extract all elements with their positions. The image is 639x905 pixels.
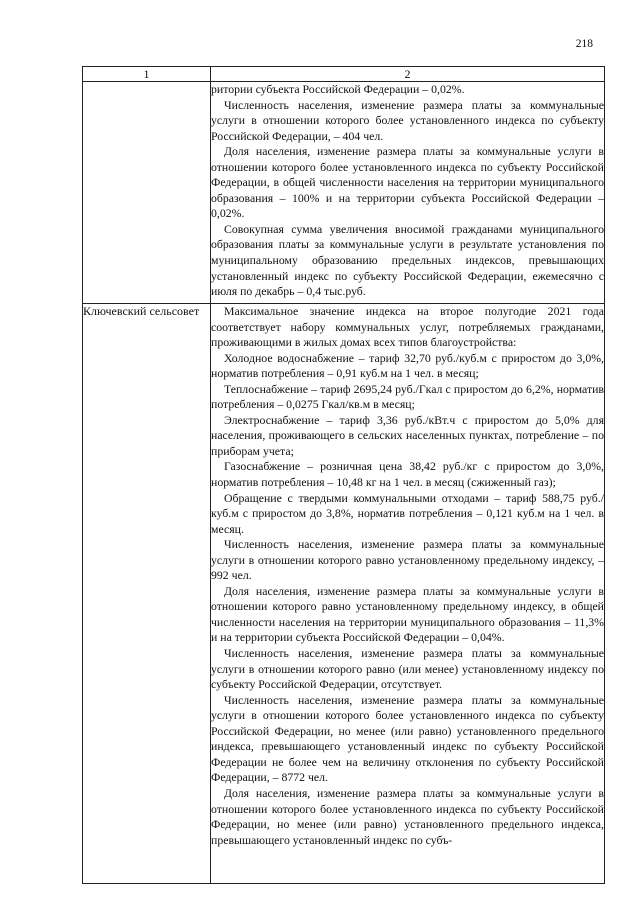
description-cell xyxy=(211,304,605,884)
document-table xyxy=(82,66,605,884)
paragraph: Обращение с твердыми коммунальными отходами – тариф 588,75 руб./куб.м с приростом до 3,8%, норматив потребления – 0,121 куб.м на 1 чел. в месяц. xyxy=(211,490,604,536)
paragraph: Теплоснабжение – тариф 2695,24 руб./Гкал с приростом до 6,2%, норматив потребления – 0,0275 Гкал/кв.м в месяц; xyxy=(211,381,604,412)
paragraph: Холодное водоснабжение – тариф 32,70 руб./куб.м с приростом до 3,0%, норматив потребления – 0,91 куб.м на 1 чел. в месяц; xyxy=(211,350,604,381)
paragraph: Численность населения, изменение размера платы за коммунальные услуги в отношении которого более установленного индекса по субъекту Российской Федерации, но менее (или равно) установленного предельного индекса, превышающего установленный индекс по субъекту Российской Федерации не более чем на величину отклонения по субъекту Российской Федерации, – 8772 чел. xyxy=(211,692,604,785)
table-row xyxy=(83,82,605,304)
page-number: 218 xyxy=(575,38,593,50)
paragraph: Численность населения, изменение размера платы за коммунальные услуги в отношении которого равно (или менее) установленному индексу по субъекту Российской Федерации, отсутствует. xyxy=(211,646,604,692)
municipality-name-cell xyxy=(83,82,211,304)
table-row xyxy=(83,304,605,884)
paragraph: Численность населения, изменение размера платы за коммунальные услуги в отношении которого более установленного индекса по субъекту Российской Федерации, – 404 чел. xyxy=(211,97,604,143)
municipality-name-cell: Ключевский сельсовет xyxy=(83,304,211,884)
paragraph: Электроснабжение – тариф 3,36 руб./кВт.ч с приростом до 5,0% для населения, проживающего в сельских населенных пунктах, потребление – по приборам учета; xyxy=(211,412,604,458)
column-header-2: 2 xyxy=(211,67,605,82)
paragraph: Доля населения, изменение размера платы за коммунальные услуги в отношении которого более установленного индекса по субъекту Российской Федерации, но менее (или равно) установленного предельного индекса, превышающего установленный индекс по субъ- xyxy=(211,785,604,847)
paragraph: ритории субъекта Российской Федерации – 0,02%. xyxy=(211,82,465,96)
paragraph: Газоснабжение – розничная цена 38,42 руб./кг с приростом до 3,0%, норматив потребления – 10,48 кг на 1 чел. в месяц (сжиженный газ); xyxy=(211,459,604,490)
paragraph: Численность населения, изменение размера платы за коммунальные услуги в отношении которого равно установленному предельному индексу, – 992 чел. xyxy=(211,537,604,583)
paragraph: Доля населения, изменение размера платы за коммунальные услуги в отношении которого равно установленному предельному индексу, в общей численности населения на территории муниципального образования – 11,3% и на территории субъекта Российской Федерации – 0,04%. xyxy=(211,583,604,645)
description-cell xyxy=(211,82,605,304)
paragraph: Доля населения, изменение размера платы за коммунальные услуги в отношении которого более установленного индекса по субъекту Российской Федерации, в общей численности населения на территории муниципального образования – 100% и на территории субъекта Российской Федерации – 0,02%. xyxy=(211,144,604,221)
table-header-row xyxy=(83,67,605,82)
paragraph: Максимальное значение индекса на второе полугодие 2021 года соответствует набору коммунальных услуг, потребляемых гражданами, проживающими в жилых домах всех типов благоустройства: xyxy=(211,304,604,350)
paragraph: Совокупная сумма увеличения вносимой гражданами муниципального образования платы за коммунальные услуги в результате установления по муниципальному образованию предельных индексов, превышающих установленный индекс по субъекту Российской Федерации, ежемесячно с июля по декабрь – 0,4 тыс.руб. xyxy=(211,221,604,299)
column-header-1: 1 xyxy=(83,67,211,82)
